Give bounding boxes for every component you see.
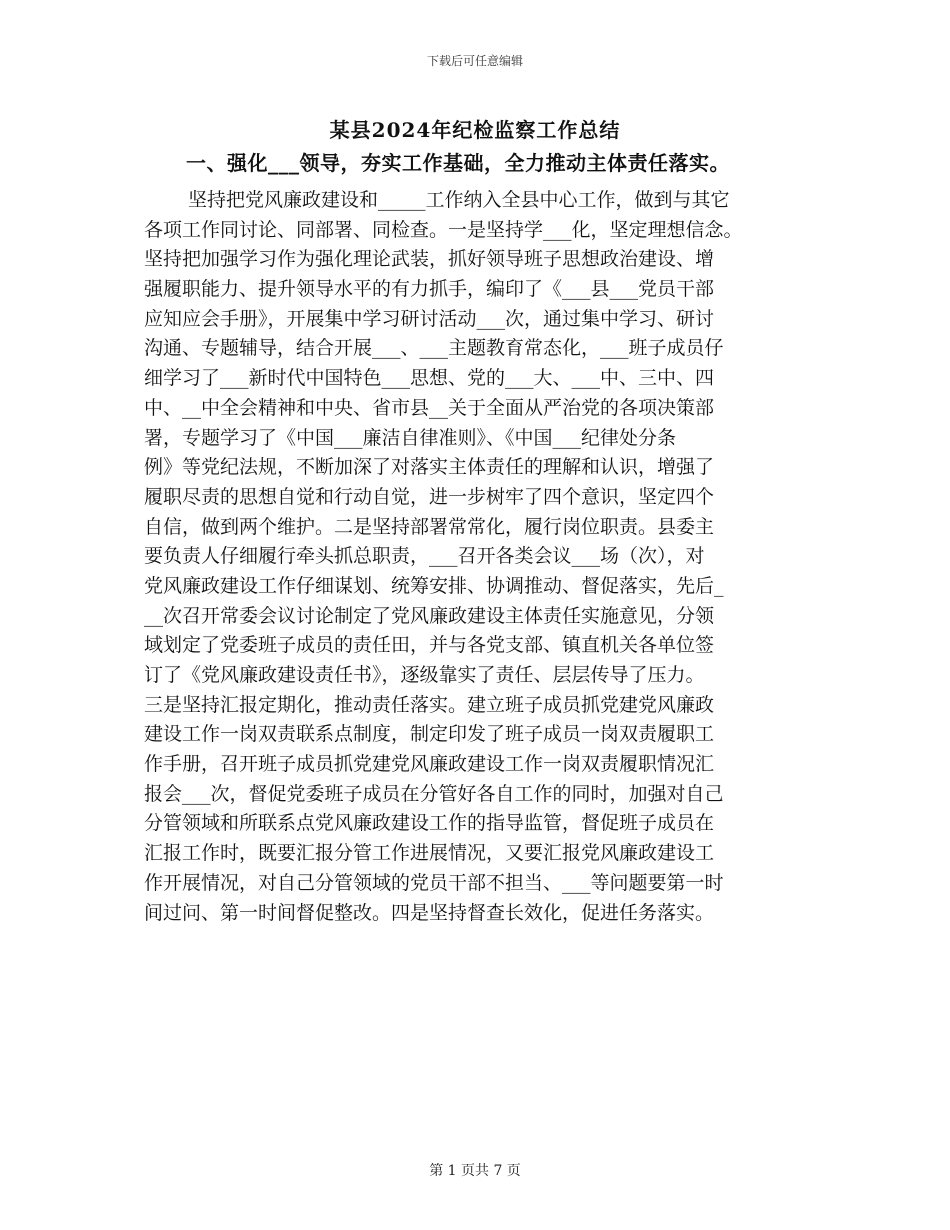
body-line: 强履职能力、提升领导水平的有力抓手，编印了《___县___党员干部 <box>144 278 715 301</box>
body-text <box>144 186 824 928</box>
body-line: 分管领域和所联系点党风廉政建设工作的指导监管，督促班子成员在 <box>144 812 715 835</box>
body-line: 履职尽责的思想自觉和行动自觉，进一步树牢了四个意识，坚定四个 <box>144 485 715 508</box>
body-line: 党风廉政建设工作仔细谋划、统筹安排、协调推动、督促落实，先后_ <box>144 574 724 597</box>
body-line: 三是坚持汇报定期化，推动责任落实。建立班子成员抓党建党风廉政 <box>144 693 715 716</box>
body-line: 自信，做到两个维护。二是坚持部署常常化，履行岗位职责。县委主 <box>144 515 715 538</box>
body-line: 坚持把党风廉政建设和_____工作纳入全县中心工作，做到与其它 <box>188 189 730 211</box>
body-line: 汇报工作时，既要汇报分管工作进展情况，又要汇报党风廉政建设工 <box>144 842 715 865</box>
body-line: 作开展情况，对自己分管领域的党员干部不担当、___等问题要第一时 <box>144 871 724 894</box>
body-line: __次召开常委会议讨论制定了党风廉政建设主体责任实施意见，分领 <box>144 604 715 627</box>
body-line: 沟通、专题辅导，结合开展___、___主题教育常态化，___班子成员仔 <box>144 337 724 360</box>
section-heading: 一、强化___领导，夯实工作基础，全力推动主体责任落实。 <box>186 151 730 175</box>
body-line: 各项工作同讨论、同部署、同检查。一是坚持学___化，坚定理想信念。 <box>144 218 743 241</box>
body-line: 细学习了___新时代中国特色___思想、党的___大、___中、三中、四 <box>144 367 715 390</box>
body-line: 应知应会手册》，开展集中学习研讨活动___次，通过集中学习、研讨 <box>144 307 715 330</box>
body-line: 建设工作一岗双责联系点制度，制定印发了班子成员一岗双责履职工 <box>144 723 715 746</box>
body-line: 例》等党纪法规，不断加深了对落实主体责任的理解和认识，增强了 <box>144 456 715 479</box>
body-line: 域划定了党委班子成员的责任田，并与各党支部、镇直机关各单位签 <box>144 634 715 657</box>
header-note: 下载后可任意编辑 <box>426 54 523 68</box>
body-line: 坚持把加强学习作为强化理论武装，抓好领导班子思想政治建设、增 <box>144 248 715 271</box>
body-line: 报会___次，督促党委班子成员在分管好各自工作的同时，加强对自己 <box>144 782 724 805</box>
page-indicator: 第 1 页共 7 页 <box>429 1163 521 1179</box>
body-line: 中、__中全会精神和中央、省市县__关于全面从严治党的各项决策部 <box>144 396 715 419</box>
body-line: 作手册，召开班子成员抓党建党风廉政建设工作一岗双责履职情况汇 <box>144 753 715 776</box>
body-line: 署，专题学习了《中国___廉洁自律准则》、《中国___纪律处分条 <box>144 426 677 449</box>
body-line: 要负责人仔细履行牵头抓总职责，___召开各类会议___场（次），对 <box>144 545 705 568</box>
document-title: 某县2024年纪检监察工作总结 <box>329 118 621 142</box>
body-line: 订了《党风廉政建设责任书》，逐级靠实了责任、层层传导了压力。 <box>144 664 705 686</box>
body-line: 间过问、第一时间督促整改。四是坚持督查长效化，促进任务落实。 <box>144 901 715 924</box>
